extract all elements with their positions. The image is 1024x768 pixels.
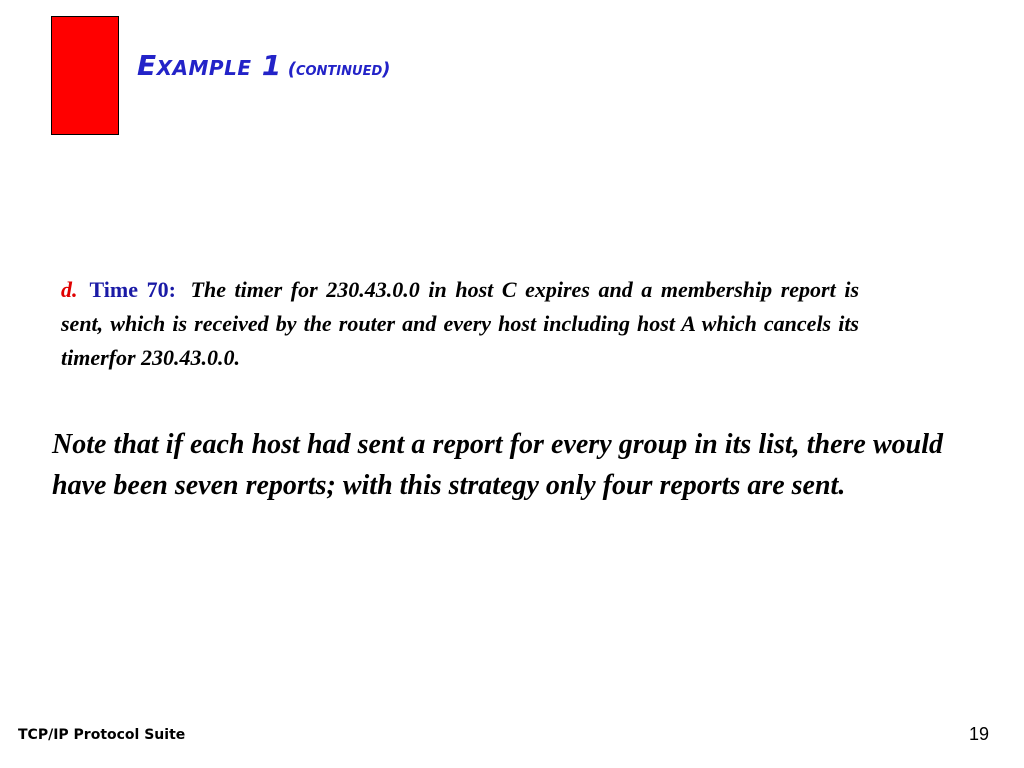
slide-title-main: Example 1 <box>137 49 282 82</box>
list-item-letter: d. <box>61 277 78 302</box>
footer-label: TCP/IP Protocol Suite <box>18 727 186 743</box>
list-item-text: The timer for 230.43.0.0 in host C expires and a membership report is sent, which is received by the router and every host including host A which cancels its timerfor 230.43.0.0. <box>61 277 859 370</box>
list-item-d <box>61 273 859 375</box>
page-number: 19 <box>969 724 990 744</box>
slide-title <box>137 49 391 82</box>
slide-title-suffix: (continued) <box>287 59 391 80</box>
list-item-time: Time 70: <box>89 277 176 302</box>
decorative-red-block <box>51 16 119 135</box>
note-paragraph: Note that if each host had sent a report for every group in its list, there would have been seven reports; with this strategy only four reports are sent. <box>52 429 943 501</box>
